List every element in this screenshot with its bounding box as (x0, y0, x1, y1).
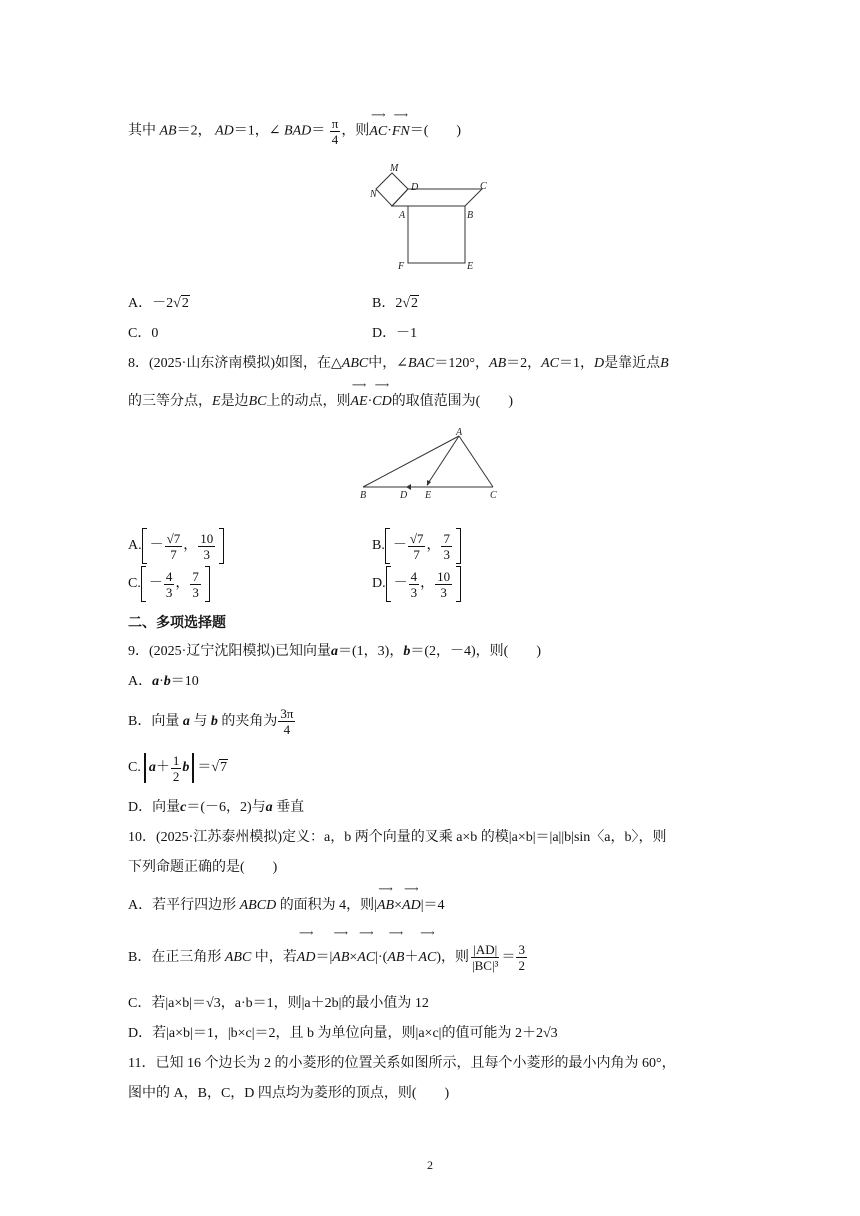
label-d: D (411, 182, 419, 193)
segment-ac (459, 436, 493, 487)
q8-option-c: C. － $\frac{4}{3}$ ， $\frac{7}{3}$ (128, 566, 210, 602)
segment-ab (363, 436, 459, 487)
q9-option-a: A．a·b＝10 (128, 674, 199, 689)
vector-fn: ⟶ FN (392, 122, 410, 142)
label-c: C (490, 490, 497, 501)
q9-option-d: D．向量c＝(－6，2)与a 垂直 (128, 800, 305, 815)
q8-stem-line1: 8．(2025·山东济南模拟)如图，在△ABC中，∠BAC＝120°，AB＝2，AC＝1，D是靠近点B (128, 356, 669, 371)
vector-ae-line (427, 436, 459, 485)
q10-option-c: C．若|a×b|＝√3，a·b＝1，则|a＋2b|的最小值为 12 (128, 996, 429, 1011)
q9-option-b: B．向量 a 与 b 的夹角为 $\frac{3\pi}{4}$ (128, 706, 294, 738)
q8-option-d: D. － $\frac{4}{3}$ ， $\frac{10}{3}$ (372, 566, 461, 602)
q7-option-c: C．0 (128, 326, 159, 341)
label-m: M (390, 163, 399, 174)
page-number: 2 (427, 1158, 433, 1172)
label-b: B (467, 210, 474, 221)
q8-option-b: B. － $\frac{√7}{7}$ ， $\frac{7}{3}$ (372, 528, 461, 564)
label-a: A (399, 210, 406, 221)
q7-option-a: A．－2√2 (128, 296, 189, 311)
q11-stem-line2: 图中的 A，B，C，D 四点均为菱形的顶点，则( ) (128, 1086, 450, 1101)
q10-stem-line1: 10．(2025·江苏泰州模拟)定义：a，b 两个向量的叉乘 a×b 的模|a×b|＝|a||b|sin〈a，b〉，则 (128, 830, 667, 845)
q7-option-b: B．2√2 (372, 296, 419, 311)
q10-option-b: B．在正三角形 ABC 中，若⟶ AD＝|⟶ AB×⟶ AC|·(⟶ AB＋⟶ AC)，则 $\frac{|AD|}{\text{|BC|³}}$ ＝ $\frac{3}{2}$ (128, 940, 528, 976)
label-d: D (400, 490, 408, 501)
label-f: F (398, 261, 405, 272)
small-square-amnd (376, 173, 408, 206)
q8-stem-line2: 的三等分点，E是边BC上的动点，则⟶ AE·⟶ CD的取值范围为( ) (128, 392, 513, 412)
vector-ac: ⟶ AC (369, 122, 387, 142)
label-c: C (480, 181, 487, 192)
parallelogram-abcd (392, 189, 482, 206)
label-n: N (370, 189, 377, 200)
square-abef (408, 206, 465, 263)
q10-option-d: D．若|a×b|＝1，|b×c|＝2，且 b 为单位向量，则|a×c|的值可能为 2＋2√3 (128, 1026, 558, 1041)
q10-stem-line2: 下列命题正确的是( ) (128, 860, 278, 875)
q9-stem: 9．(2025·辽宁沈阳模拟)已知向量a＝(1，3)，b＝(2，－4)，则( ) (128, 644, 541, 659)
vector-cd: ⟶ CD (372, 392, 391, 412)
arrowhead-e (427, 480, 431, 486)
section-heading: 二、多项选择题 (128, 614, 226, 630)
q7-stem: 其中 AB＝2， AD＝1，∠ BAD＝ $\frac{\pi}{4}$ ，则⟶ AC·⟶ FN＝( ) (128, 116, 461, 147)
label-b: B (360, 490, 367, 501)
vector-ae: ⟶ AE (350, 392, 367, 412)
q7-figure (370, 160, 510, 280)
q10-option-a: A．若平行四边形 ABCD 的面积为 4，则|⟶ AB×⟶ AD|＝4 (128, 896, 445, 916)
q8-option-a: A. － $\frac{√7}{7}$ ， $\frac{10}{3}$ (128, 528, 224, 564)
q9-option-c: C. a ＋ $\frac{1}{2}$ b ＝√7 (128, 752, 228, 784)
q7-option-d: D．－1 (372, 326, 418, 341)
q11-stem-line1: 11．已知 16 个边长为 2 的小菱形的位置关系如图所示，且每个小菱形的最小内角为 60°， (128, 1056, 676, 1071)
label-e: E (425, 490, 432, 501)
q8-figure (355, 428, 515, 503)
pi-over-four: $\frac{\pi}{4}$ (331, 116, 339, 147)
label-a: A (456, 428, 463, 438)
label-e: E (467, 261, 474, 272)
